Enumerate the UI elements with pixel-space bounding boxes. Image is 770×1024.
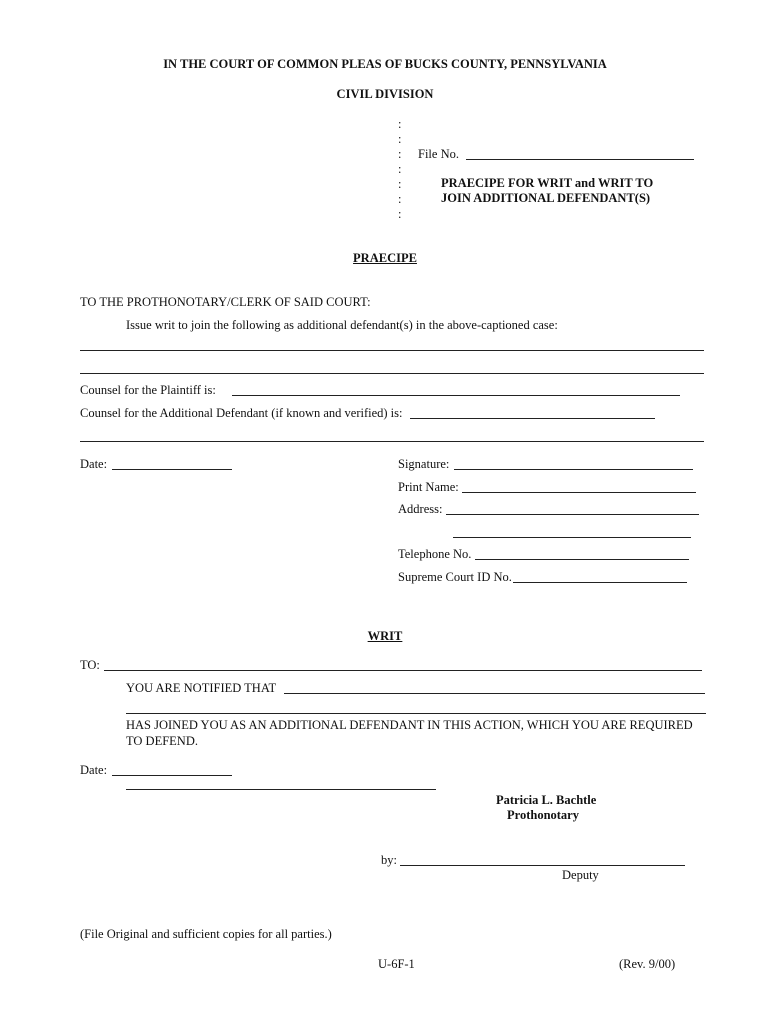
plaintiff-counsel-label: Counsel for the Plaintiff is: <box>80 383 216 397</box>
writ-to-field[interactable] <box>104 656 702 671</box>
print-name-label: Print Name: <box>398 480 459 494</box>
caption-colon: : <box>398 192 402 206</box>
caption-colon: : <box>398 177 402 191</box>
file-no-field[interactable] <box>466 145 694 160</box>
notified-field-2[interactable] <box>126 699 706 714</box>
supreme-court-id-field[interactable] <box>513 568 687 583</box>
prothonotary-signature-line <box>126 789 436 790</box>
praecipe-heading: PRAECIPE <box>353 251 417 265</box>
document-title-line1: PRAECIPE FOR WRIT and WRIT TO <box>441 176 654 190</box>
caption-colon: : <box>398 162 402 176</box>
caption-colon: : <box>398 132 402 146</box>
prothonotary-title: Prothonotary <box>507 808 579 822</box>
signature-field[interactable] <box>454 455 693 470</box>
print-name-field[interactable] <box>462 478 696 493</box>
praecipe-instruction: Issue writ to join the following as additional defendant(s) in the above-captioned case: <box>126 318 558 332</box>
additional-counsel-field[interactable] <box>410 404 655 419</box>
praecipe-date-label: Date: <box>80 457 108 471</box>
address-field-1[interactable] <box>446 500 699 515</box>
deputy-signature-field[interactable] <box>400 851 685 866</box>
to-prothonotary-line: TO THE PROTHONOTARY/CLERK OF SAID COURT: <box>80 295 371 309</box>
plaintiff-counsel-field[interactable] <box>232 381 680 396</box>
court-heading: IN THE COURT OF COMMON PLEAS OF BUCKS COUNTY, PENNSYLVANIA <box>163 57 607 71</box>
writ-heading: WRIT <box>367 629 403 643</box>
caption-colon: : <box>398 147 402 161</box>
supreme-court-id-label: Supreme Court ID No. <box>398 570 512 584</box>
caption-colon: : <box>398 207 402 221</box>
by-label: by: <box>381 853 397 867</box>
revision-date: (Rev. 9/00) <box>619 957 676 971</box>
notified-field[interactable] <box>284 679 705 694</box>
telephone-label: Telephone No. <box>398 547 472 561</box>
additional-defendant-field-2[interactable] <box>80 359 704 374</box>
writ-to-label: TO: <box>80 658 100 672</box>
prothonotary-name: Patricia L. Bachtle <box>496 793 597 807</box>
form-number: U-6F-1 <box>378 957 415 971</box>
notified-label: YOU ARE NOTIFIED THAT <box>126 681 277 695</box>
division-heading: CIVIL DIVISION <box>336 87 434 101</box>
document-title-line2: JOIN ADDITIONAL DEFENDANT(S) <box>441 191 651 205</box>
additional-counsel-field-2[interactable] <box>80 427 704 442</box>
additional-defendant-field-1[interactable] <box>80 336 704 351</box>
signature-label: Signature: <box>398 457 450 471</box>
writ-date-label: Date: <box>80 763 108 777</box>
joined-statement-line2: TO DEFEND. <box>126 734 198 748</box>
caption-colon: : <box>398 117 402 131</box>
telephone-field[interactable] <box>475 545 689 560</box>
filing-note: (File Original and sufficient copies for all parties.) <box>80 927 332 941</box>
writ-date-field[interactable] <box>112 761 232 776</box>
deputy-label: Deputy <box>562 868 599 882</box>
address-field-2[interactable] <box>453 523 691 538</box>
additional-counsel-label: Counsel for the Additional Defendant (if known and verified) is: <box>80 406 403 420</box>
file-no-label: File No. <box>418 147 459 161</box>
joined-statement-line1: HAS JOINED YOU AS AN ADDITIONAL DEFENDANT IN THIS ACTION, WHICH YOU ARE REQUIRED <box>126 718 693 732</box>
address-label: Address: <box>398 502 443 516</box>
praecipe-date-field[interactable] <box>112 455 232 470</box>
